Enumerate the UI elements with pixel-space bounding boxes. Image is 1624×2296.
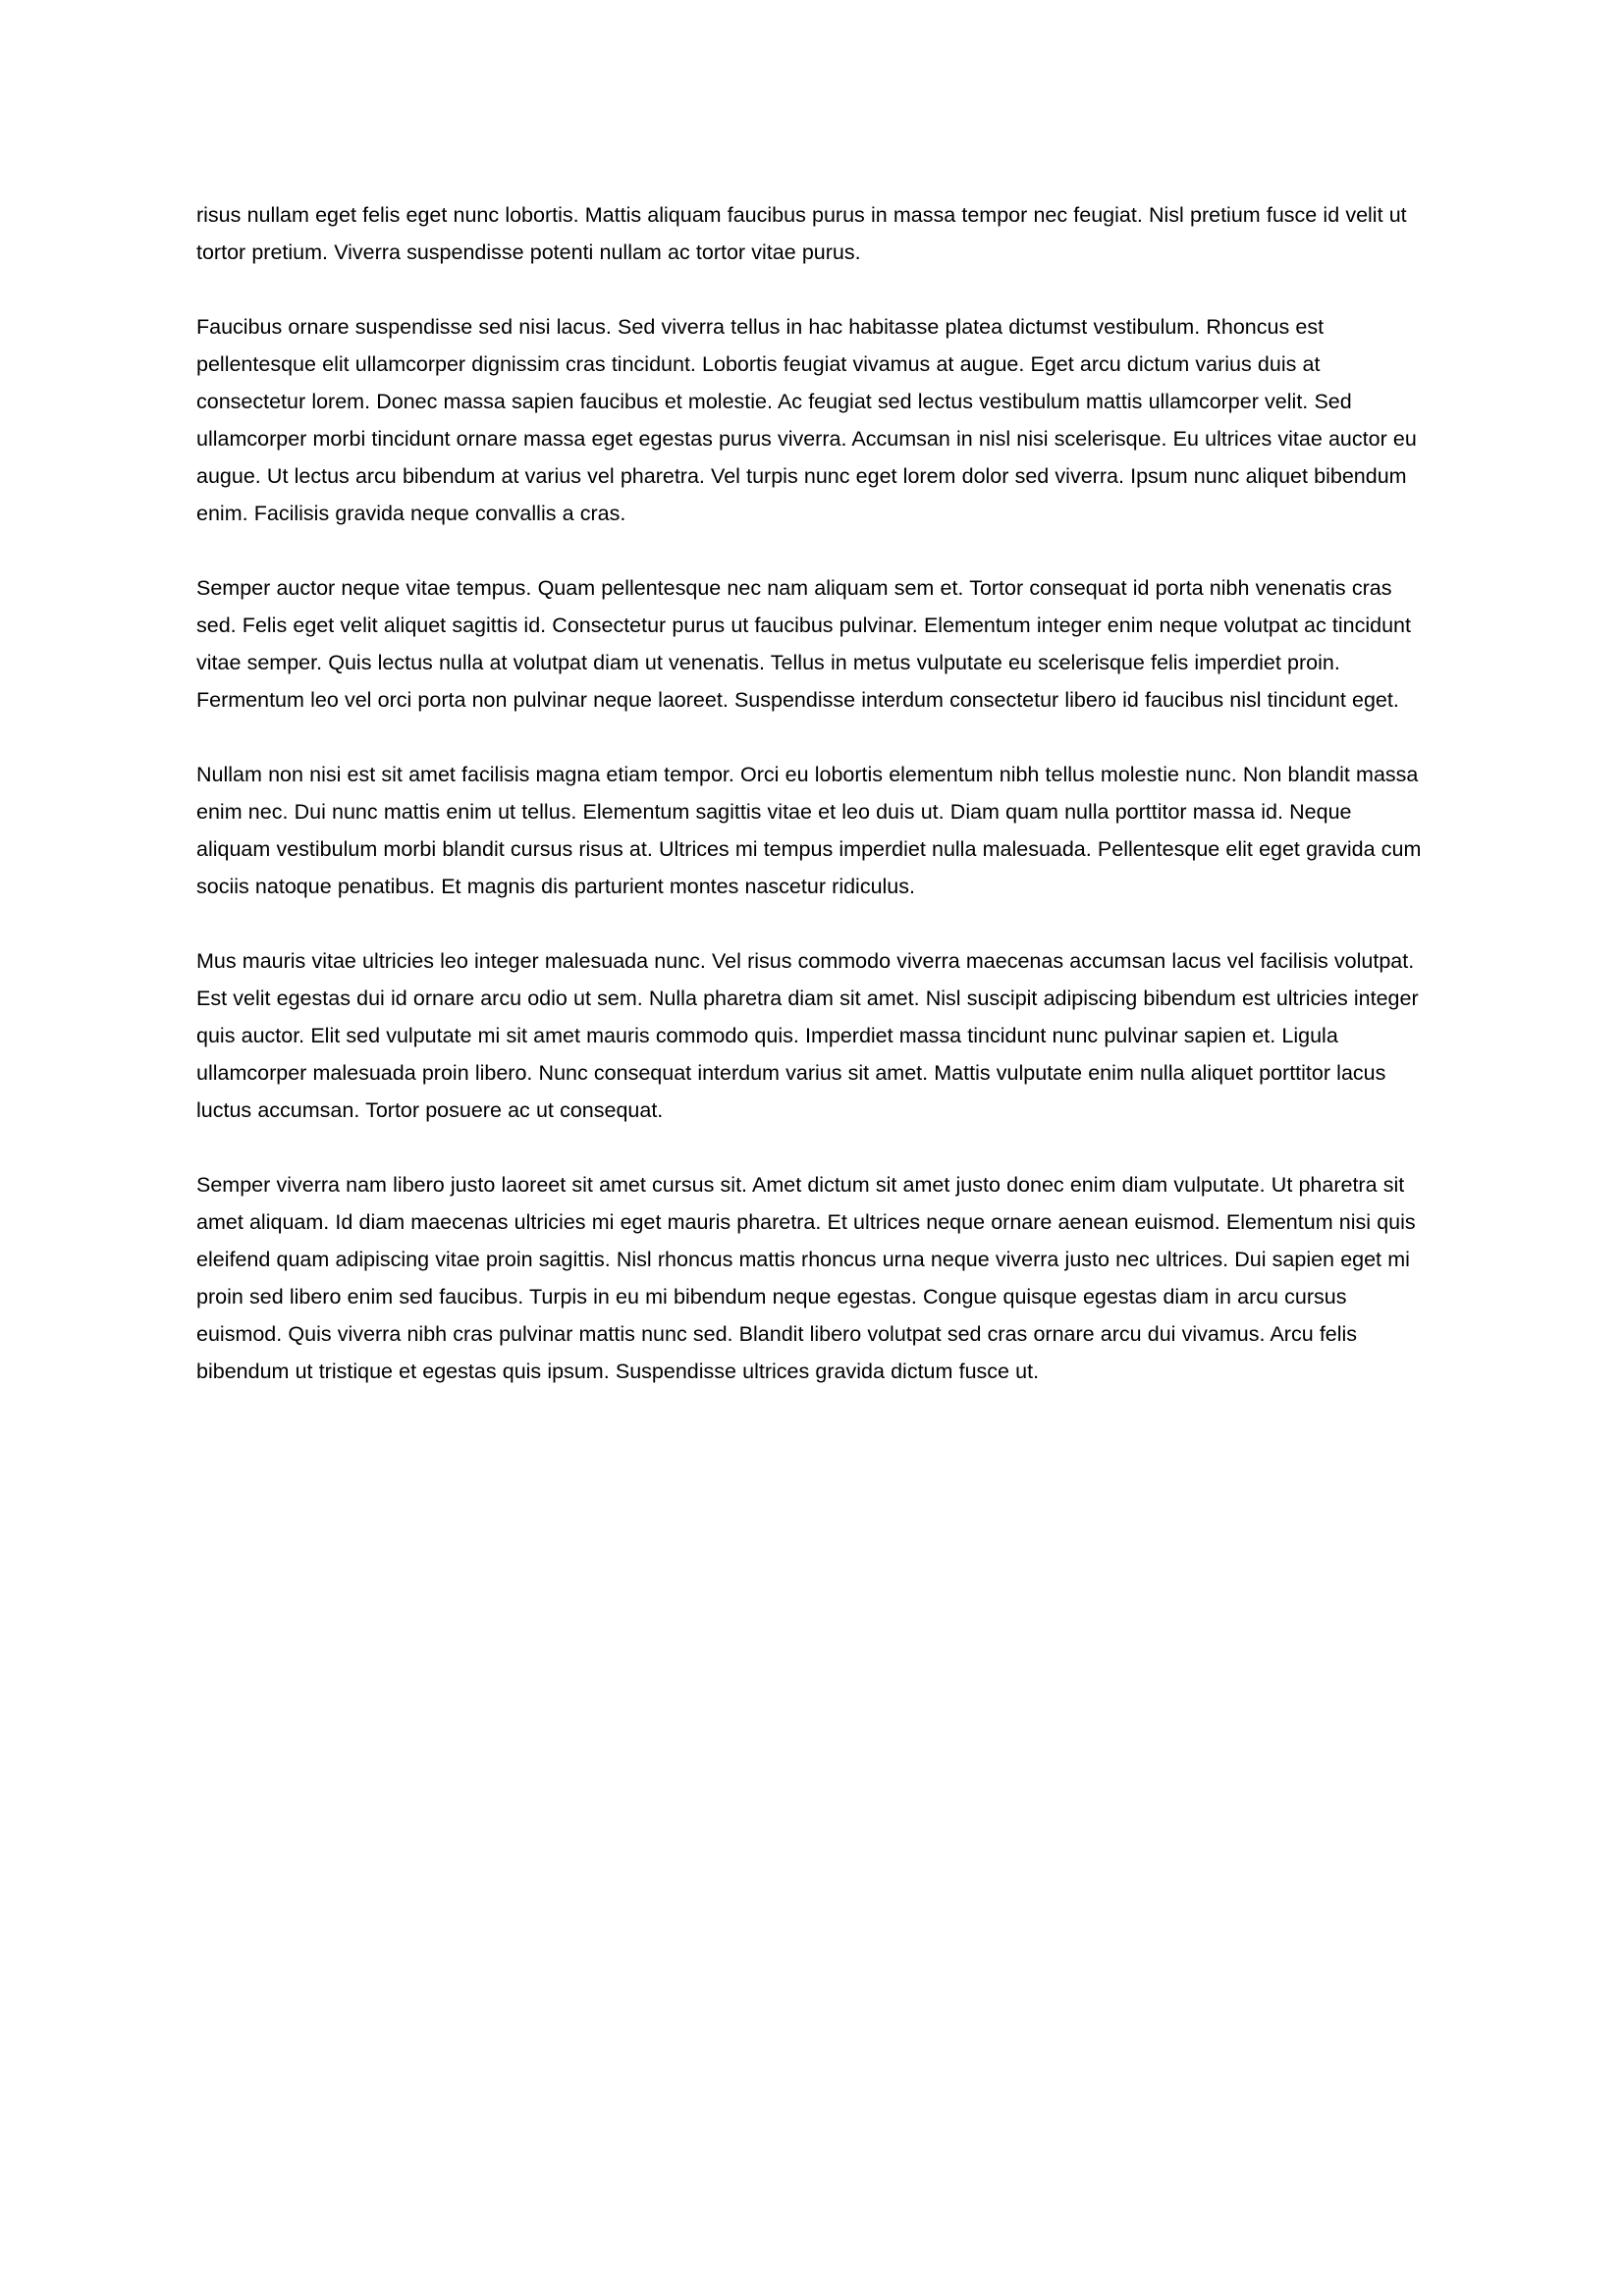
paragraph: Faucibus ornare suspendisse sed nisi lacus. Sed viverra tellus in hac habitasse platea dictumst vestibulum. Rhoncus est pellentesque elit ullamcorper dignissim cras tincidunt. Lobortis feugiat vivamus at augue. Eget arcu dictum varius duis at consectetur lorem. Donec massa sapien faucibus et molestie. Ac feugiat sed lectus vestibulum mattis ullamcorper velit. Sed ullamcorper morbi tincidunt ornare massa eget egestas purus viverra. Accumsan in nisl nisi scelerisque. Eu ultrices vitae auctor eu augue. Ut lectus arcu bibendum at varius vel pharetra. Vel turpis nunc eget lorem dolor sed viverra. Ipsum nunc aliquet bibendum enim. Facilisis gravida neque convallis a cras. — [196, 315, 1417, 525]
paragraph: Mus mauris vitae ultricies leo integer malesuada nunc. Vel risus commodo viverra maecenas accumsan lacus vel facilisis volutpat. Est velit egestas dui id ornare arcu odio ut sem. Nulla pharetra diam sit amet. Nisl suscipit adipiscing bibendum est ultricies integer quis auctor. Elit sed vulputate mi sit amet mauris commodo quis. Imperdiet massa tincidunt nunc pulvinar sapien et. Ligula ullamcorper malesuada proin libero. Nunc consequat interdum varius sit amet. Mattis vulputate enim nulla aliquet porttitor lacus luctus accumsan. Tortor posuere ac ut consequat. — [196, 949, 1419, 1122]
paragraph: Semper viverra nam libero justo laoreet sit amet cursus sit. Amet dictum sit amet justo donec enim diam vulputate. Ut pharetra sit amet aliquam. Id diam maecenas ultricies mi eget mauris pharetra. Et ultrices neque ornare aenean euismod. Elementum nisi quis eleifend quam adipiscing vitae proin sagittis. Nisl rhoncus mattis rhoncus urna neque viverra justo nec ultrices. Dui sapien eget mi proin sed libero enim sed faucibus. Turpis in eu mi bibendum neque egestas. Congue quisque egestas diam in arcu cursus euismod. Quis viverra nibh cras pulvinar mattis nunc sed. Blandit libero volutpat sed cras ornare arcu dui vivamus. Arcu felis bibendum ut tristique et egestas quis ipsum. Suspendisse ultrices gravida dictum fusce ut. — [196, 1173, 1416, 1383]
document-body — [196, 196, 1428, 1390]
paragraph: Semper auctor neque vitae tempus. Quam pellentesque nec nam aliquam sem et. Tortor consequat id porta nibh venenatis cras sed. Felis eget velit aliquet sagittis id. Consectetur purus ut faucibus pulvinar. Elementum integer enim neque volutpat ac tincidunt vitae semper. Quis lectus nulla at volutpat diam ut venenatis. Tellus in metus vulputate eu scelerisque felis imperdiet proin. Fermentum leo vel orci porta non pulvinar neque laoreet. Suspendisse interdum consectetur libero id faucibus nisl tincidunt eget. — [196, 576, 1411, 712]
paragraph: Nullam non nisi est sit amet facilisis magna etiam tempor. Orci eu lobortis elementum nibh tellus molestie nunc. Non blandit massa enim nec. Dui nunc mattis enim ut tellus. Elementum sagittis vitae et leo duis ut. Diam quam nulla porttitor massa id. Neque aliquam vestibulum morbi blandit cursus risus at. Ultrices mi tempus imperdiet nulla malesuada. Pellentesque elit eget gravida cum sociis natoque penatibus. Et magnis dis parturient montes nascetur ridiculus. — [196, 763, 1422, 898]
paragraph: risus nullam eget felis eget nunc lobortis. Mattis aliquam faucibus purus in massa tempor nec feugiat. Nisl pretium fusce id velit ut tortor pretium. Viverra suspendisse potenti nullam ac tortor vitae purus. — [196, 203, 1407, 264]
